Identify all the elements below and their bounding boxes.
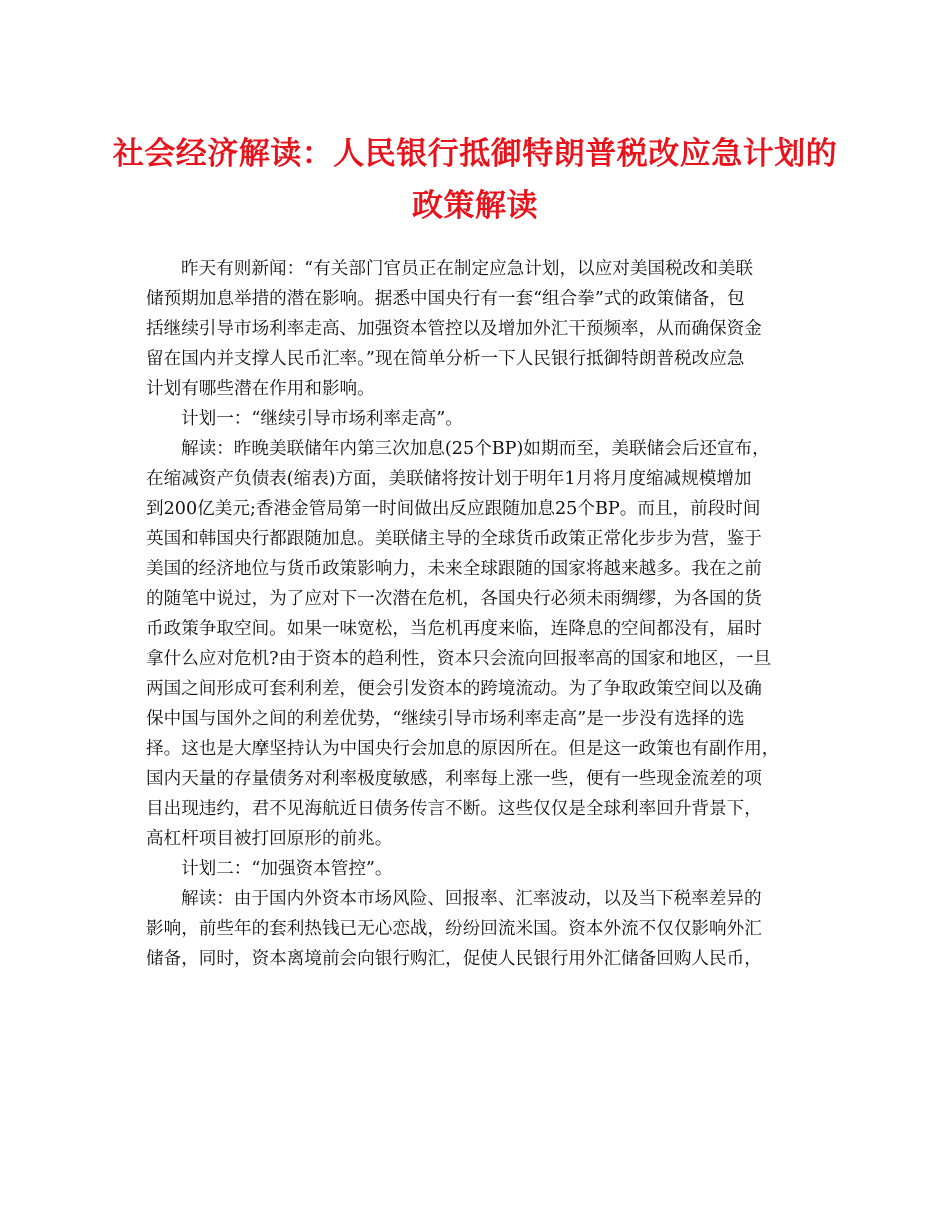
paragraph-line: 高杠杆项目被打回原形的前兆。 xyxy=(146,829,393,849)
title-line-2: 政策解读 xyxy=(412,188,538,224)
paragraph xyxy=(146,854,806,884)
paragraph-line: 储预期加息举措的潜在影响。据悉中国央行有一套“组合拳”式的政策储备，包 xyxy=(146,289,745,309)
paragraph-line: 留在国内并支撑人民币汇率。”现在简单分析一下人民银行抵御特朗普税改应急 xyxy=(146,349,745,369)
paragraph-line: 拿什么应对危机?由于资本的趋利性，资本只会流向回报率高的国家和地区，一旦 xyxy=(146,649,772,669)
paragraph-line: 的随笔中说过，为了应对下一次潜在危机，各国央行必须未雨绸缪，为各国的货 xyxy=(146,589,762,609)
paragraph-line: 昨天有则新闻：“有关部门官员正在制定应急计划，以应对美国税改和美联 xyxy=(181,259,753,279)
paragraph xyxy=(146,404,806,434)
document-title xyxy=(0,128,950,232)
paragraph xyxy=(146,434,806,854)
paragraph-line: 英国和韩国央行都跟随加息。美联储主导的全球货币政策正常化步步为营，鉴于 xyxy=(146,529,762,549)
paragraph-line: 计划有哪些潜在作用和影响。 xyxy=(146,379,375,399)
paragraph-line: 计划一：“继续引导市场利率走高”。 xyxy=(181,409,463,429)
paragraph-line: 目出现违约，君不见海航近日债务传言不断。这些仅仅是全球利率回升背景下， xyxy=(146,799,762,819)
paragraph-line: 到200亿美元;香港金管局第一时间做出反应跟随加息25个BP。而且，前段时间 xyxy=(146,499,761,519)
paragraph-line: 美国的经济地位与货币政策影响力，未来全球跟随的国家将越来越多。我在之前 xyxy=(146,559,762,579)
title-line-1: 社会经济解读：人民银行抵御特朗普税改应急计划的 xyxy=(112,136,838,172)
paragraph-line: 解读：昨晚美联储年内第三次加息(25个BP)如期而至，美联储会后还宣布， xyxy=(181,439,770,459)
paragraph-line: 两国之间形成可套利利差，便会引发资本的跨境流动。为了争取政策空间以及确 xyxy=(146,679,762,699)
paragraph-line: 解读：由于国内外资本市场风险、回报率、汇率波动，以及当下税率差异的 xyxy=(181,889,762,909)
paragraph xyxy=(146,884,806,974)
paragraph-line: 括继续引导市场利率走高、加强资本管控以及增加外汇干预频率，从而确保资金 xyxy=(146,319,762,339)
document-body xyxy=(146,254,806,974)
paragraph-line: 影响，前些年的套利热钱已无心恋战，纷纷回流米国。资本外流不仅仅影响外汇 xyxy=(146,919,762,939)
paragraph-line: 币政策争取空间。如果一味宽松，当危机再度来临，连降息的空间都没有，届时 xyxy=(146,619,762,639)
paragraph-line: 计划二：“加强资本管控”。 xyxy=(181,859,393,879)
paragraph-line: 择。这也是大摩坚持认为中国央行会加息的原因所在。但是这一政策也有副作用， xyxy=(146,739,780,759)
paragraph-line: 在缩减资产负债表(缩表)方面，美联储将按计划于明年1月将月度缩减规模增加 xyxy=(146,469,752,489)
paragraph-line: 储备，同时，资本离境前会向银行购汇，促使人民银行用外汇储备回购人民币， xyxy=(146,949,762,969)
paragraph-line: 国内天量的存量债务对利率极度敏感，利率每上涨一些，便有一些现金流差的项 xyxy=(146,769,762,789)
paragraph-line: 保中国与国外之间的利差优势，“继续引导市场利率走高”是一步没有选择的选 xyxy=(146,709,745,729)
paragraph xyxy=(146,254,806,404)
